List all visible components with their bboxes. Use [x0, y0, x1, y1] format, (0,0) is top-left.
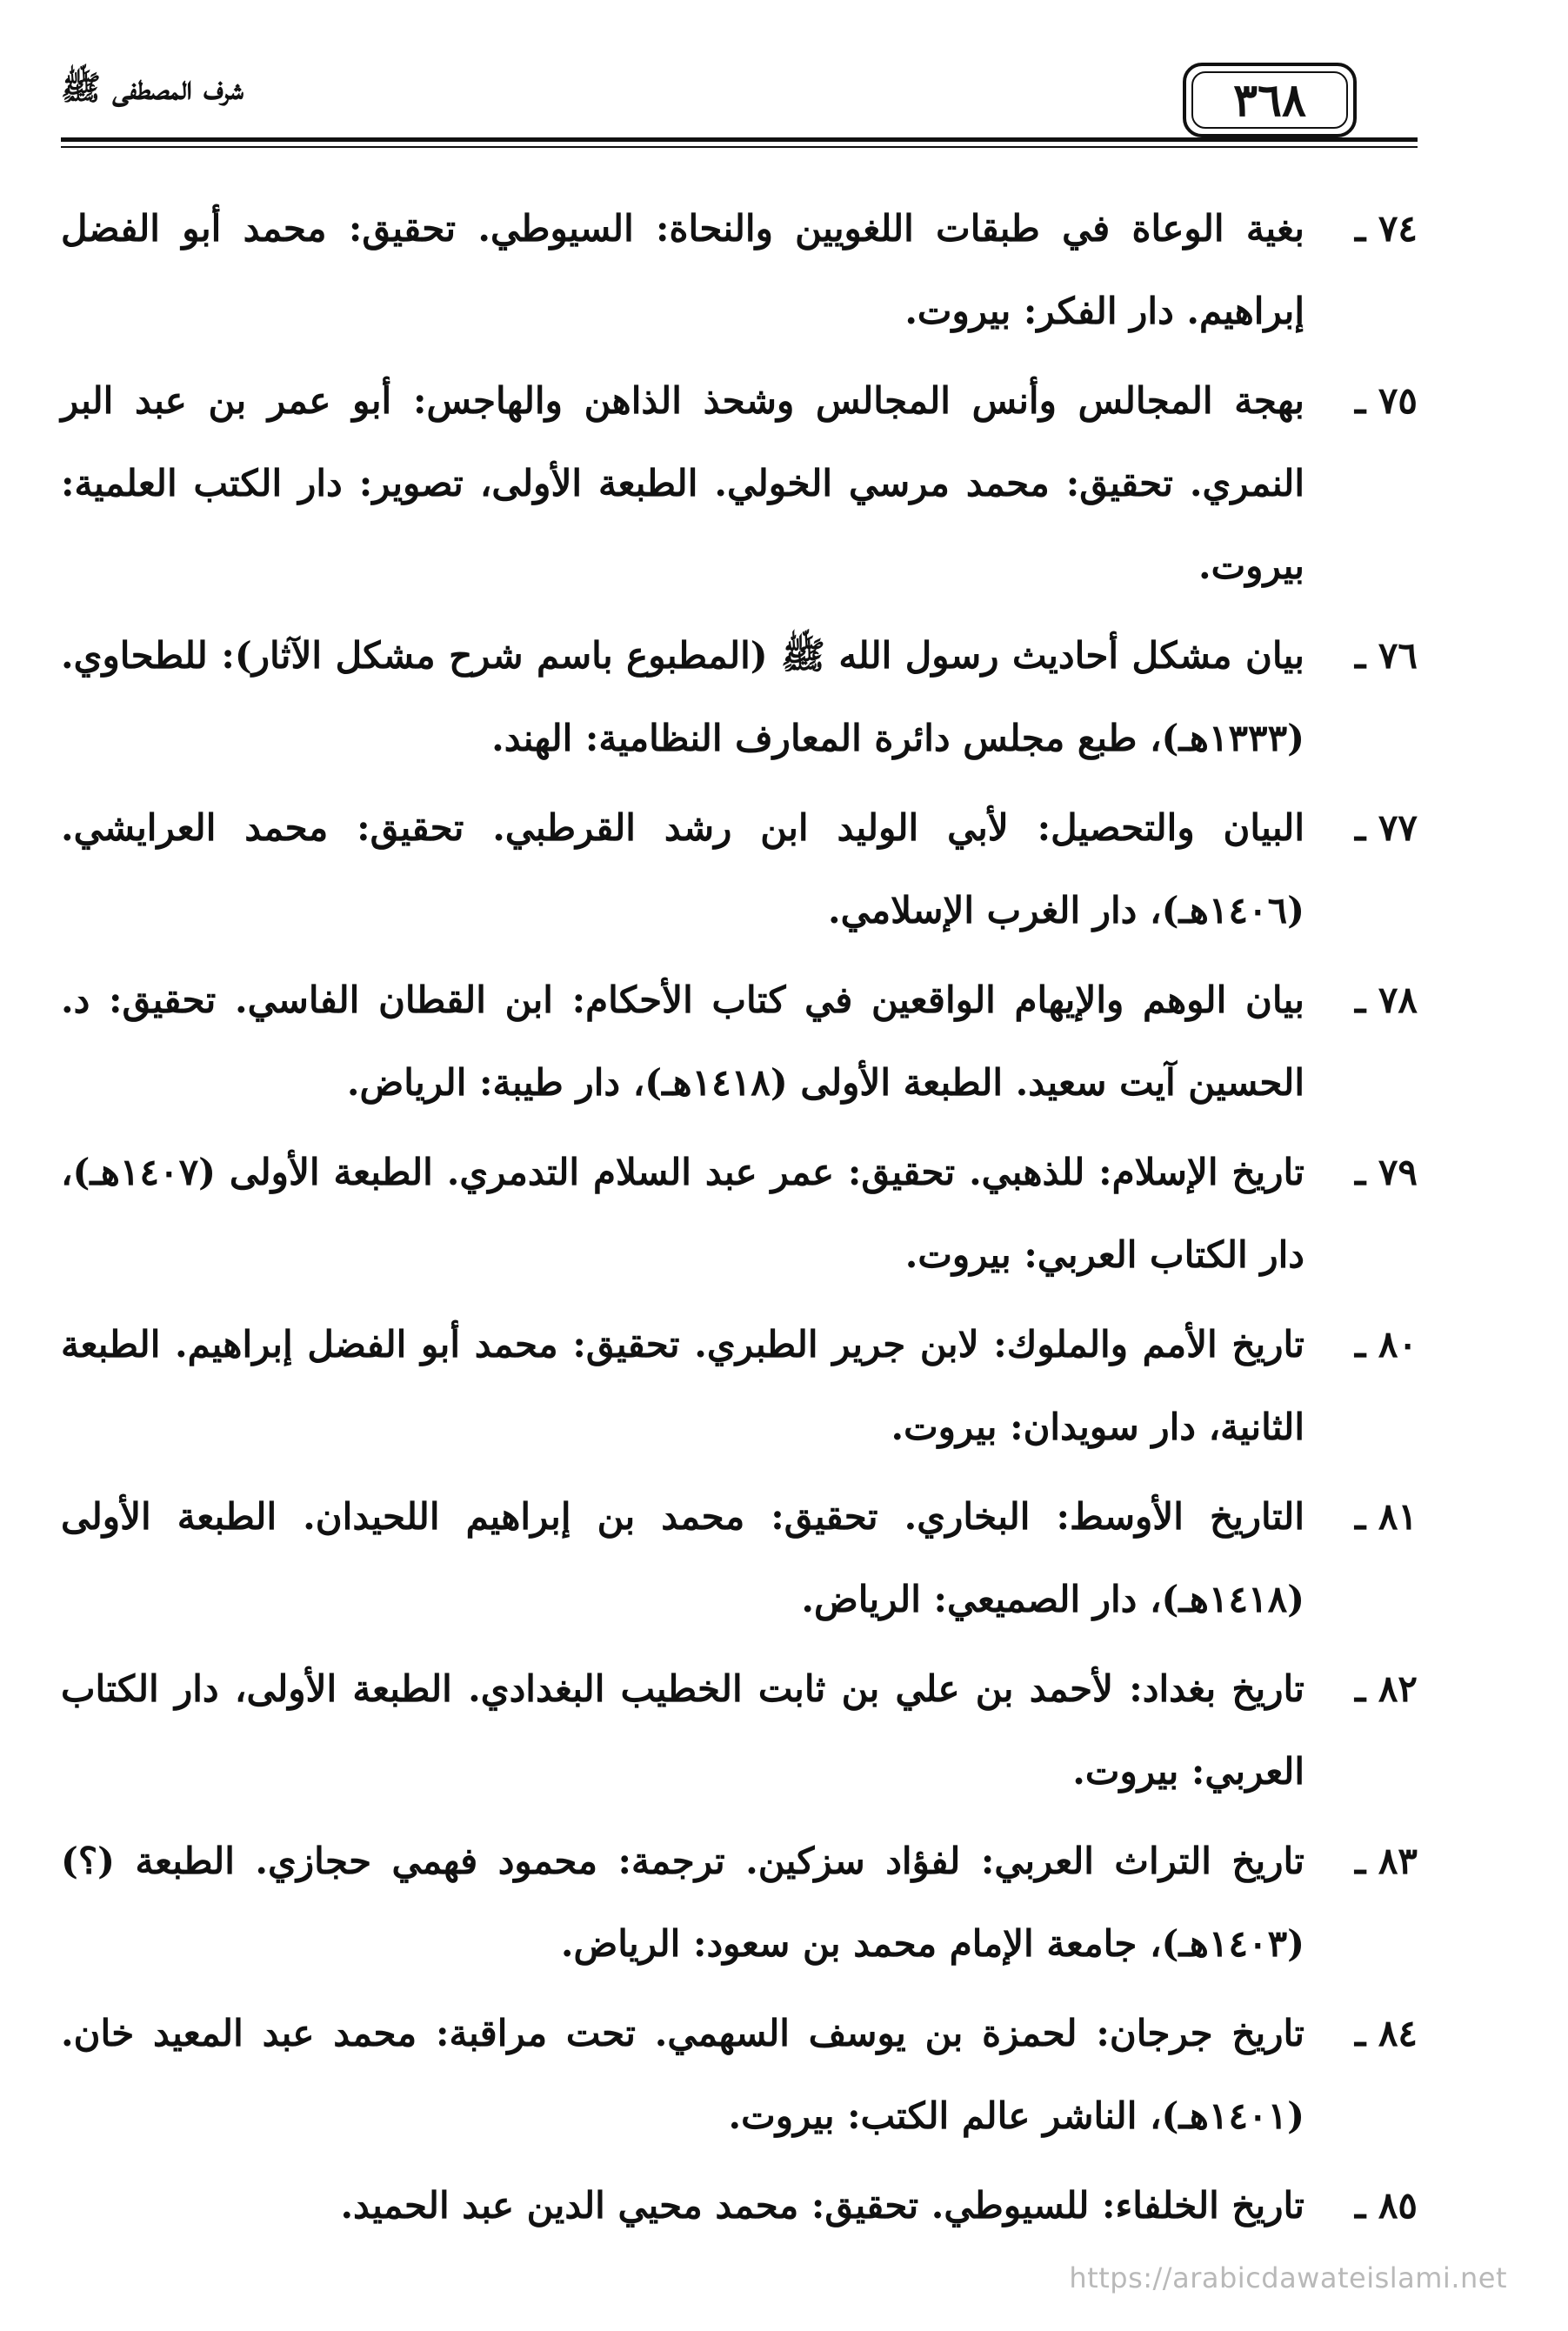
entry-text: تاريخ الأمم والملوك: لابن جرير الطبري. تحقيق: محمد أبو الفضل إبراهيم. الطبعة الثانية، دار سويدان: بيروت. — [61, 1323, 1304, 1448]
page-number: ٣٦٨ — [1191, 71, 1348, 129]
entry-number: ٧٤ ـ — [1354, 207, 1418, 250]
bibliography-list — [61, 187, 1418, 2254]
entry-text: بغية الوعاة في طبقات اللغويين والنحاة: السيوطي. تحقيق: محمد أبو الفضل إبراهيم. دار الفكر: بيروت. — [61, 207, 1304, 332]
entry-text: التاريخ الأوسط: البخاري. تحقيق: محمد بن إبراهيم اللحيدان. الطبعة الأولى (١٤١٨هـ)، دار الصميعي: الرياض. — [61, 1495, 1304, 1620]
page-number-frame — [1183, 63, 1357, 137]
entry-text: تاريخ جرجان: لحمزة بن يوسف السهمي. تحت مراقبة: محمد عبد المعيد خان. (١٤٠١هـ)، الناشر عالم الكتب: بيروت. — [61, 2012, 1304, 2137]
entry-number: ٧٦ ـ — [1354, 634, 1418, 677]
entry-text: بيان الوهم والإيهام الواقعين في كتاب الأحكام: ابن القطان الفاسي. تحقيق: د. الحسين آيت سعيد. الطبعة الأولى (١٤١٨هـ)، دار طيبة: الرياض. — [61, 978, 1304, 1104]
entry-text: تاريخ بغداد: لأحمد بن علي بن ثابت الخطيب البغدادي. الطبعة الأولى، دار الكتاب العربي: بيروت. — [61, 1667, 1304, 1793]
entry-number: ٨١ ـ — [1354, 1495, 1418, 1538]
entry-number: ٨٥ ـ — [1354, 2184, 1418, 2227]
bibliography-entry — [61, 958, 1418, 1124]
entry-number: ٨٢ ـ — [1354, 1667, 1418, 1710]
entry-number: ٨٠ ـ — [1354, 1323, 1418, 1366]
entry-number: ٧٧ ـ — [1354, 806, 1418, 849]
entry-number: ٧٨ ـ — [1354, 978, 1418, 1021]
page-header — [61, 61, 1418, 157]
bibliography-entry — [61, 1820, 1418, 1985]
bibliography-entry — [61, 1131, 1418, 1296]
entry-text: تاريخ الإسلام: للذهبي. تحقيق: عمر عبد السلام التدمري. الطبعة الأولى (١٤٠٧هـ)، دار الكتاب العربي: بيروت. — [61, 1151, 1304, 1276]
bibliography-entry — [61, 1992, 1418, 2157]
header-rule-thin — [61, 146, 1418, 148]
entry-text: بيان مشكل أحاديث رسول الله ﷺ (المطبوع باسم شرح مشكل الآثار): للطحاوي. (١٣٣٣هـ)، طبع مجلس دائرة المعارف النظامية: الهند. — [61, 634, 1304, 759]
bibliography-entry — [61, 2164, 1418, 2247]
entry-text: بهجة المجالس وأنس المجالس وشحذ الذاهن والهاجس: أبو عمر بن عبد البر النمري. تحقيق: محمد مرسي الخولي. الطبعة الأولى، تصوير: دار الكتب العلمية: بيروت. — [61, 379, 1304, 587]
entry-number: ٨٤ ـ — [1354, 2012, 1418, 2054]
bibliography-entry — [61, 1303, 1418, 1468]
header-rule-thick — [61, 137, 1418, 142]
bibliography-entry — [61, 187, 1418, 352]
entry-number: ٧٥ ـ — [1354, 379, 1418, 422]
entry-number: ٨٣ ـ — [1354, 1840, 1418, 1882]
bibliography-entry — [61, 614, 1418, 779]
running-header-title: شرف المصطفى ﷺ — [61, 68, 244, 107]
entry-number: ٧٩ ـ — [1354, 1151, 1418, 1193]
entry-text: البيان والتحصيل: لأبي الوليد ابن رشد القرطبي. تحقيق: محمد العرايشي. (١٤٠٦هـ)، دار الغرب الإسلامي. — [61, 806, 1304, 932]
entry-text: تاريخ التراث العربي: لفؤاد سزكين. ترجمة: محمود فهمي حجازي. الطبعة (؟) (١٤٠٣هـ)، جامعة الإمام محمد بن سعود: الرياض. — [61, 1840, 1304, 1965]
bibliography-entry — [61, 1647, 1418, 1813]
source-watermark: https://arabicdawateislami.net — [1069, 2261, 1507, 2294]
bibliography-entry — [61, 1475, 1418, 1640]
bibliography-entry — [61, 786, 1418, 952]
bibliography-entry — [61, 359, 1418, 607]
entry-text: تاريخ الخلفاء: للسيوطي. تحقيق: محمد محيي الدين عبد الحميد. — [340, 2184, 1304, 2227]
